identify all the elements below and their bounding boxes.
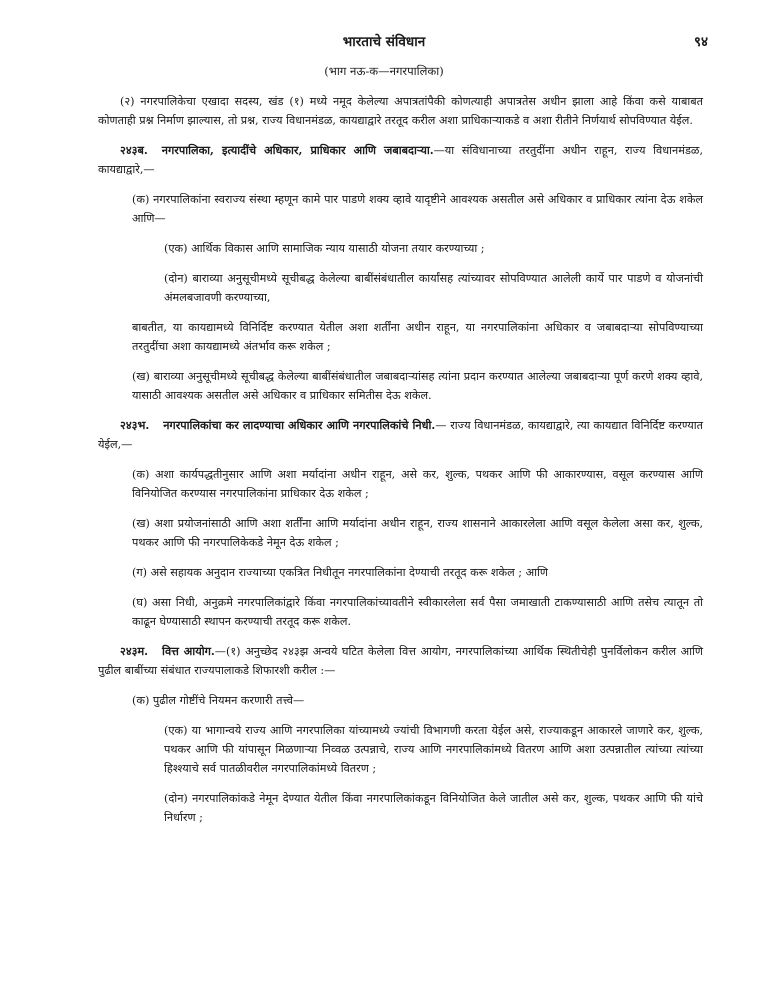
article-intro: —या संविधानाच्या तरतुदींना अधीन राहून, राज्य विधानमंडळ, कायद्याद्वारे,— <box>98 144 703 176</box>
article-243bh <box>98 416 703 454</box>
part-subtitle: (भाग नऊ-क—नगरपालिका) <box>324 64 444 78</box>
clause-ka: (क) नगरपालिकांना स्वराज्य संस्था म्हणून कामे पार पाडणे शक्य व्हावे यादृष्टीने आवश्यक असतील असे अधिकार व प्राधिकार त्यांना देऊ शकेल आणि— <box>132 193 703 225</box>
page-number: ९४ <box>693 34 708 50</box>
article-number: २४३भ. <box>120 418 150 432</box>
clause-2-paragraph: (२) नगरपालिकेचा एखादा सदस्य, खंड (१) मध्ये नमूद केलेल्या अपात्रतांपैकी कोणत्याही अपात्रतेस अधीन झाला आहे किंवा कसे याबाबत कोणताही प्रश्न निर्माण झाल्यास, तो प्रश्न, राज्य विधानमंडळ, कायद्याद्वारे तरतूद करील अशा प्राधिकाऱ्याकडे व अशा रीतीने निर्णयार्थ सोपविण्यात येईल. <box>98 95 703 127</box>
article-heading: नगरपालिका, इत्यादींचे अधिकार, प्राधिकार आणि जबाबदाऱ्या. <box>161 143 434 157</box>
document-body <box>98 92 703 838</box>
subclause-ek: (एक) आर्थिक विकास आणि सामाजिक न्याय यासाठी योजना तयार करण्याच्या ; <box>164 242 485 255</box>
clause-kha: (ख) बाराव्या अनुसूचीमध्ये सूचीबद्ध केलेल्या बाबींसंबंधातील जबाबदाऱ्यांसह त्यांना प्रदान करण्यात आलेल्या जबाबदाऱ्या पूर्ण करणे शक्य व्हावे, यासाठी आवश्यक असतील असे अधिकार व प्राधिकार समितीस देऊ शकेल. <box>132 370 703 402</box>
subclause-ek: (एक) या भागान्वये राज्य आणि नगरपालिका यांच्यामध्ये ज्यांची विभागणी करता येईल असे, राज्याकडून आकारले जाणारे कर, शुल्क, पथकर आणि फी यांपासून मिळणाऱ्या निव्वळ उत्पन्नाचे, राज्य आणि नगरपालिकांमध्ये वितरण आणि अशा उत्पन्नातील त्यांच्या त्यांच्या हिश्श्याचे सर्व पातळीवरील नगरपालिकांमध्ये वितरण ; <box>164 724 703 775</box>
clause-ga: (ग) असे सहायक अनुदान राज्याच्या एकत्रित निधीतून नगरपालिकांना देण्याची तरतूद करू शकेल ; आणि <box>132 566 549 579</box>
article-243m <box>98 642 703 680</box>
clause-ka: (क) अशा कार्यपद्धतीनुसार आणि अशा मर्यादांना अधीन राहून, असे कर, शुल्क, पथकर आणि फी आकारण्यास, वसूल करण्यास आणि विनियोजित करण्यास नगरपालिकांना प्राधिकार देऊ शकेल ; <box>132 468 703 500</box>
clause-kha: (ख) अशा प्रयोजनांसाठी आणि अशा शर्तींना आणि मर्यादांना अधीन राहून, राज्य शासनाने आकारलेला आणि वसूल केलेला असा कर, शुल्क, पथकर आणि फी नगरपालिकेकडे नेमून देऊ शकेल ; <box>132 517 703 549</box>
subclause-don: (दोन) नगरपालिकांकडे नेमून देण्यात येतील किंवा नगरपालिकांकडून विनियोजित केले जातील असे कर, शुल्क, पथकर आणि फी यांचे निर्धारण ; <box>164 792 703 824</box>
page-title: भारताचे संविधान <box>342 34 426 50</box>
article-243w <box>98 141 703 179</box>
subclause-don: (दोन) बाराव्या अनुसूचीमध्ये सूचीबद्ध केलेल्या बाबींसंबंधातील कार्यांसह त्यांच्यावर सोपविण्यात आलेली कार्ये पार पाडणे व योजनांची अंमलबजावणी करण्याच्या, <box>164 272 703 304</box>
article-intro: — राज्य विधानमंडळ, कायद्याद्वारे, त्या कायद्यात विनिर्दिष्ट करण्यात येईल,— <box>98 419 703 451</box>
clause-gha: (घ) असा निधी, अनुक्रमे नगरपालिकांद्वारे किंवा नगरपालिकांच्यावतीने स्वीकारलेला सर्व पैसा जमाखाती टाकण्यासाठी आणि तसेच त्यातून तो काढून घेण्यासाठी स्थापन करण्याची तरतूद करू शकेल. <box>132 596 703 628</box>
article-heading: नगरपालिकांचा कर लादण्याचा अधिकार आणि नगरपालिकांचे निधी. <box>163 418 436 432</box>
clause-babtit: बाबतीत, या कायद्यामध्ये विनिर्दिष्ट करण्यात येतील अशा शर्तींना अधीन राहून, या नगरपालिकांना अधिकार व जबाबदाऱ्या सोपविण्याच्या तरतुदींचा अशा कायद्यामध्ये अंतर्भाव करू शकेल ; <box>132 321 703 353</box>
article-intro: —(१) अनुच्छेद २४३झ अन्वये घटित केलेला वित्त आयोग, नगरपालिकांच्या आर्थिक स्थितीचेही पुनर्विलोकन करील आणि पुढील बाबींच्या संबंधात राज्यपालाकडे शिफारशी करील :— <box>98 645 703 677</box>
page-header <box>0 32 768 54</box>
article-number: २४३ब. <box>120 143 148 157</box>
clause-ka: (क) पुढील गोष्टींचे नियमन करणारी तत्त्वे— <box>132 694 305 707</box>
article-number: २४३म. <box>120 644 149 658</box>
article-heading: वित्त आयोग. <box>162 644 215 658</box>
